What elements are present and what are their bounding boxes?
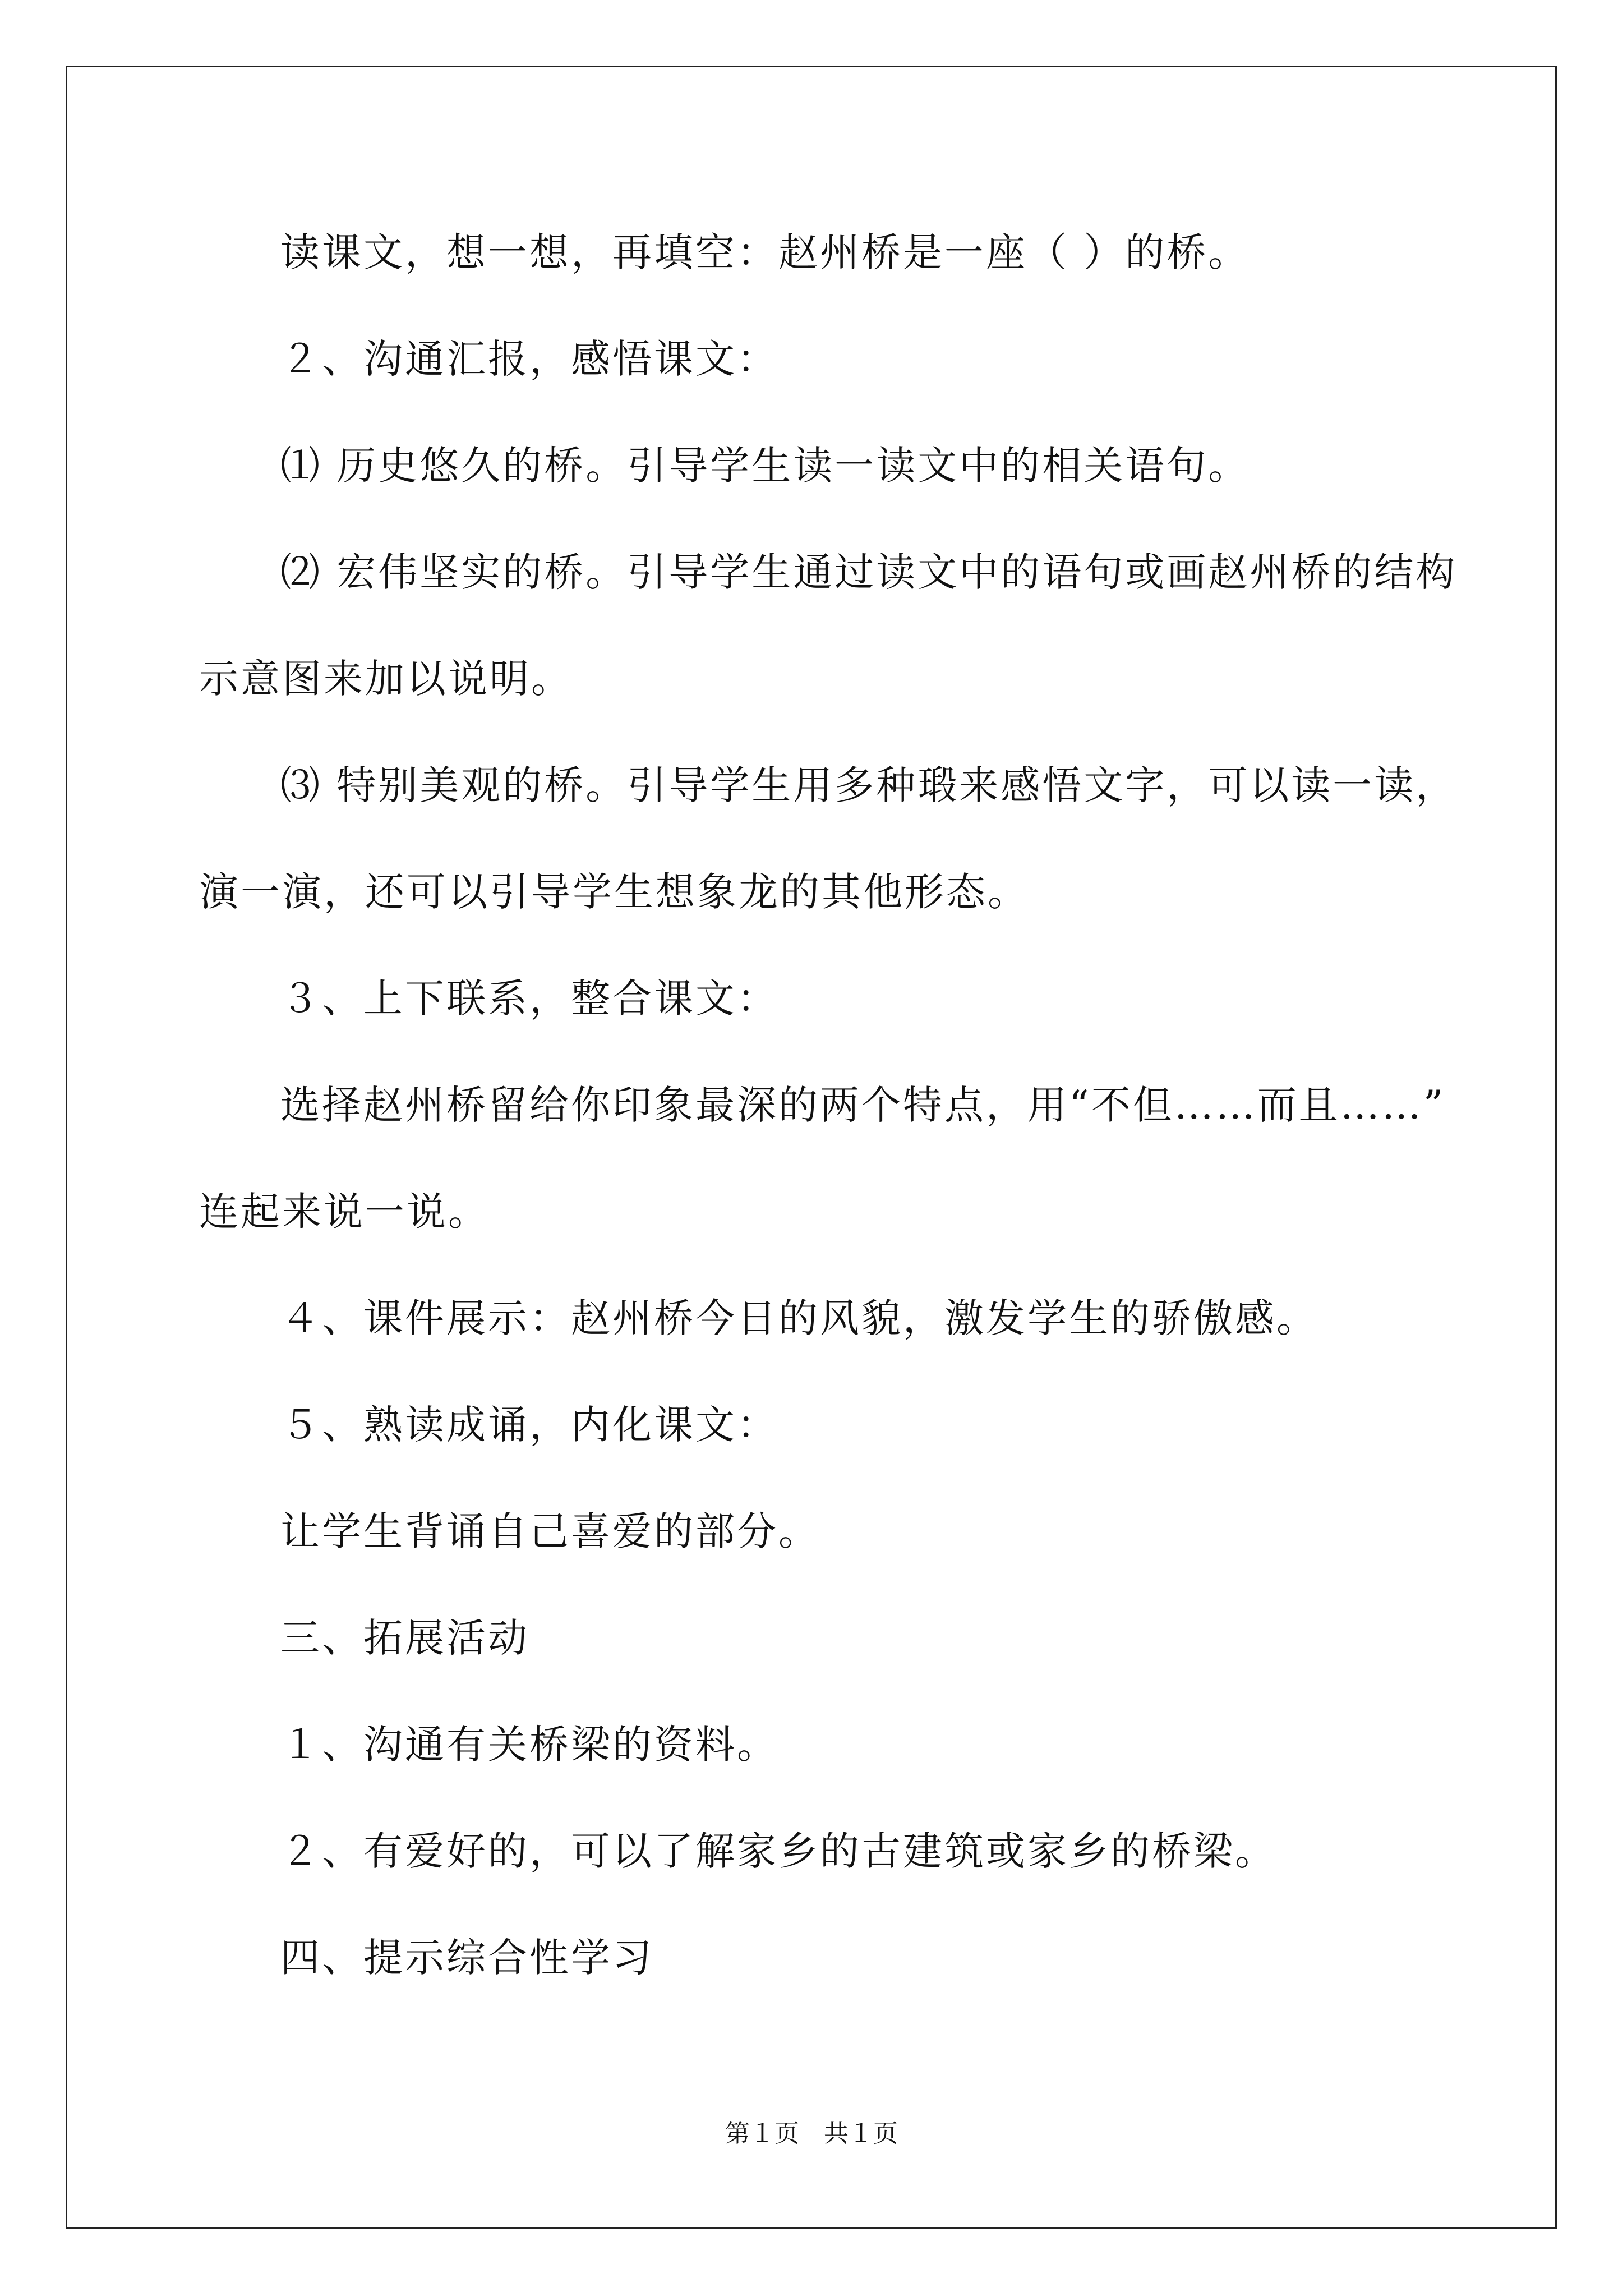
paragraph-line: ⑶ 特别美观的桥。引导学生用多种瑖来感悟文字，可以读一读， xyxy=(280,762,1458,808)
page-border xyxy=(66,66,1557,2229)
paragraph-line: 读课文，想一想，再填空：赵州桥是一座（ ）的桥。 xyxy=(280,229,1250,275)
paragraph-line: 让学生背诵自己喜爱的部分。 xyxy=(280,1508,820,1554)
section-heading: 四、提示综合性学习 xyxy=(280,1935,654,1981)
page-number-footer: 第１页 共１页 xyxy=(725,2119,898,2148)
paragraph-line: 选择赵州桥留给你印象最深的两个特点，用“不但……而且……” xyxy=(280,1082,1446,1128)
paragraph-line: １、沟通有关桥梁的资料。 xyxy=(280,1722,778,1768)
paragraph-line: 示意图来加以说明。 xyxy=(199,656,573,702)
paragraph-line: ４、课件展示：赵州桥今日的风貌，激发学生的骄傲感。 xyxy=(280,1295,1318,1341)
paragraph-line: ５、熟读成诵，内化课文： xyxy=(280,1402,778,1448)
paragraph-line: ⑵ 宏伟坚实的桥。引导学生通过读文中的语句或画赵州桥的结构 xyxy=(280,549,1458,595)
paragraph-line: 连起来说一说。 xyxy=(199,1189,490,1235)
paragraph-line: ３、上下联系，整合课文： xyxy=(280,976,778,1022)
section-heading: 三、拓展活动 xyxy=(280,1615,529,1661)
paragraph-line: ⑴ 历史悠久的桥。引导学生读一读文中的相关语句。 xyxy=(280,443,1250,489)
paragraph-line: ２、沟通汇报，感悟课文： xyxy=(280,336,778,382)
paragraph-line: ２、有爱好的，可以了解家乡的古建筑或家乡的桥梁。 xyxy=(280,1828,1276,1874)
paragraph-line: 演一演，还可以引导学生想象龙的其他形态。 xyxy=(199,869,1029,915)
